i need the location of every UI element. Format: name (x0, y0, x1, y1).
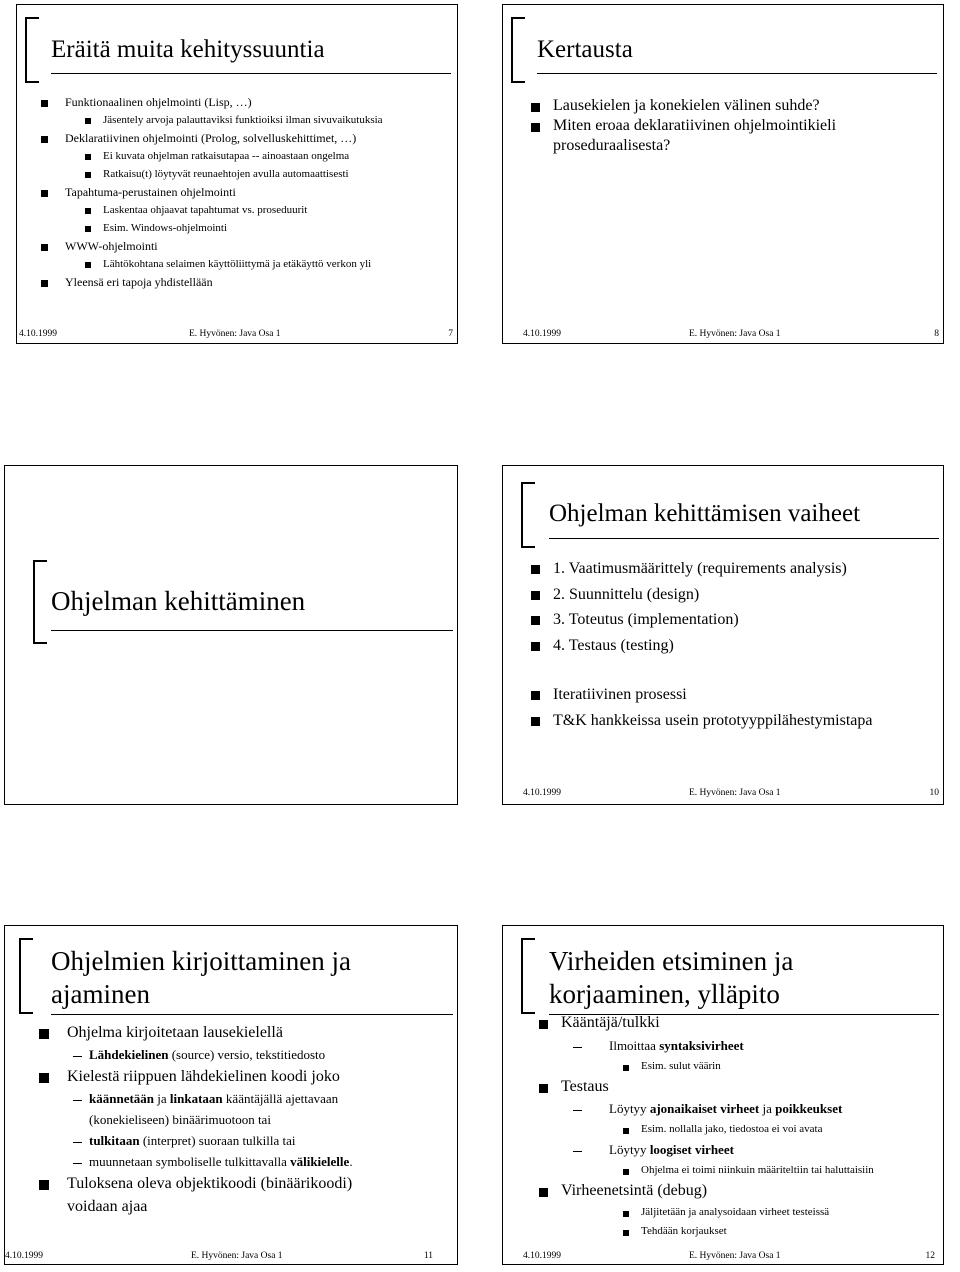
text-run: kääntäjällä ajettavaan (222, 1091, 339, 1106)
slide-7 (16, 4, 458, 344)
list-item (39, 1151, 453, 1172)
square-bullet-icon (531, 565, 540, 574)
list-item (539, 1222, 939, 1241)
title-bracket (511, 17, 525, 83)
list-item (39, 1088, 453, 1109)
square-bullet-icon (531, 616, 540, 625)
text-run: Virheenetsintä (debug) (561, 1182, 708, 1199)
list-item (39, 1172, 453, 1195)
text-run: Tehdään korjaukset (641, 1224, 727, 1237)
bold-term: syntaksivirheet (659, 1037, 744, 1053)
item-text: Iteratiivinen prosessi (553, 686, 687, 703)
list-item (531, 708, 941, 734)
text-run: Esim. sulut väärin (641, 1059, 721, 1072)
text-run: Ohjelma kirjoitetaan lausekielellä (67, 1024, 283, 1041)
slide-title: Eräitä muita kehityssuuntia (51, 36, 325, 63)
slide-body (531, 556, 941, 733)
title-rule (51, 1014, 453, 1015)
list-item (531, 96, 941, 116)
square-bullet-icon (531, 691, 540, 700)
footer-author: E. Hyvönen: Java Osa 1 (191, 1251, 283, 1261)
list-item (531, 116, 941, 136)
square-bullet-icon (41, 190, 48, 197)
dash-bullet-icon (73, 1163, 82, 1164)
square-bullet-icon (623, 1230, 629, 1236)
footer-date: 4.10.1999 (5, 1251, 43, 1261)
title-rule (549, 538, 939, 539)
dash-bullet-icon (73, 1142, 82, 1143)
footer-date: 4.10.1999 (523, 1251, 561, 1261)
list-item (41, 147, 451, 165)
square-bullet-icon (85, 172, 91, 178)
list-item (39, 1109, 453, 1130)
slide-title: Ohjelman kehittämisen vaiheet (549, 500, 861, 527)
list-item (539, 1161, 939, 1180)
title-bracket (33, 560, 47, 644)
list-item (41, 219, 451, 237)
bold-term: Lähdekielinen (89, 1047, 169, 1062)
item-text: 1. Vaatimusmäärittely (requirements analysis) (553, 560, 847, 577)
text-run: Kielestä riippuen lähdekielinen koodi joko (67, 1068, 340, 1085)
text-run: ja (759, 1101, 776, 1116)
text-run: voidaan ajaa (67, 1198, 148, 1215)
page-number: 12 (925, 1251, 935, 1261)
item-text: Tapahtuma-perustainen ohjelmointi (65, 185, 236, 199)
slide-title-line-1: Ohjelmien kirjoittaminen ja (51, 946, 351, 976)
dash-bullet-icon (573, 1110, 582, 1111)
text-run: muunnetaan symboliselle tulkittavalla (89, 1154, 291, 1169)
page-number: 7 (448, 329, 453, 339)
footer-date: 4.10.1999 (523, 788, 561, 798)
title-rule (537, 73, 937, 74)
list-item (41, 111, 451, 129)
slide-title-line-2: ajaminen (51, 979, 150, 1009)
text-run: Tuloksena oleva objektikoodi (binäärikoodi) (67, 1175, 353, 1192)
list-item (539, 1076, 939, 1099)
list-item (539, 1098, 939, 1120)
square-bullet-icon (41, 280, 48, 287)
list-item (539, 1012, 939, 1035)
list-item (41, 93, 451, 111)
list-item (39, 1021, 453, 1044)
text-run: Löytyy (609, 1101, 650, 1116)
square-bullet-icon (85, 118, 91, 124)
dash-bullet-icon (573, 1151, 582, 1152)
footer-date: 4.10.1999 (523, 329, 561, 339)
bold-term: tulkitaan (89, 1133, 140, 1148)
list-item (539, 1035, 939, 1057)
square-bullet-icon (623, 1169, 629, 1175)
list-item (531, 136, 941, 156)
footer-author: E. Hyvönen: Java Osa 1 (189, 329, 281, 339)
text-run: (interpret) suoraan tulkilla tai (139, 1133, 296, 1148)
title-rule (51, 73, 451, 74)
slide-title: Ohjelman kehittäminen (51, 586, 306, 616)
dash-bullet-icon (573, 1047, 582, 1048)
list-item (39, 1044, 453, 1065)
text-run: ja (154, 1091, 170, 1106)
text-run: Ohjelma ei toimi niinkuin määriteltiin tai haluttaisiin (641, 1164, 874, 1176)
list-item (39, 1065, 453, 1088)
item-text: Yleensä eri tapoja yhdistellään (65, 275, 213, 289)
square-bullet-icon (539, 1084, 548, 1093)
square-bullet-icon (39, 1180, 49, 1190)
bold-term: käännetään (89, 1091, 155, 1106)
bold-term: loogiset virheet (649, 1142, 734, 1157)
title-bracket (521, 482, 535, 548)
slide-title-line-2: korjaaminen, ylläpito (549, 979, 780, 1009)
text-run: Jäljitetään ja analysoidaan virheet testeissä (641, 1205, 830, 1218)
list-item (531, 607, 941, 633)
footer-author: E. Hyvönen: Java Osa 1 (689, 788, 781, 798)
item-text: Laskentaa ohjaavat tapahtumat vs. proseduurit (103, 204, 308, 216)
item-text: Miten eroaa deklaratiivinen ohjelmointikieli (553, 117, 837, 134)
bold-term: ajonaikaiset virheet (649, 1101, 760, 1116)
list-item (539, 1203, 939, 1222)
title-bracket (521, 938, 535, 1014)
dash-bullet-icon (73, 1056, 82, 1057)
list-item (41, 129, 451, 147)
slide-body (39, 1021, 453, 1218)
square-bullet-icon (41, 100, 48, 107)
text-run: (source) versio, tekstitiedosto (168, 1047, 326, 1062)
list-item (539, 1057, 939, 1076)
list-item (41, 255, 451, 273)
page-number: 8 (934, 329, 939, 339)
list-item (41, 183, 451, 201)
list-item (539, 1180, 939, 1203)
item-text: Lausekielen ja konekielen välinen suhde? (553, 97, 820, 114)
square-bullet-icon (539, 1020, 548, 1029)
square-bullet-icon (39, 1029, 49, 1039)
square-bullet-icon (39, 1073, 49, 1083)
square-bullet-icon (531, 642, 540, 651)
bold-term: poikkeukset (775, 1101, 843, 1116)
square-bullet-icon (539, 1188, 548, 1197)
dash-bullet-icon (73, 1100, 82, 1101)
item-text: 3. Toteutus (implementation) (553, 611, 739, 628)
text-run: . (349, 1154, 353, 1169)
slide-12 (502, 925, 944, 1265)
list-item (531, 682, 941, 708)
square-bullet-icon (623, 1211, 629, 1217)
bold-term: linkataan (169, 1091, 223, 1106)
list-item (41, 273, 451, 291)
square-bullet-icon (623, 1128, 629, 1134)
square-bullet-icon (85, 208, 91, 214)
text-run: Kääntäjä/tulkki (561, 1014, 660, 1031)
list-item (41, 201, 451, 219)
text-run: Löytyy (609, 1142, 650, 1157)
list-item (531, 633, 941, 659)
square-bullet-icon (623, 1065, 629, 1071)
list-item (539, 1139, 939, 1161)
square-bullet-icon (531, 717, 540, 726)
footer-author: E. Hyvönen: Java Osa 1 (689, 329, 781, 339)
item-text: T&K hankkeissa usein prototyyppilähestymistapa (553, 711, 873, 729)
slide-title-line-1: Virheiden etsiminen ja (549, 946, 794, 976)
footer-date: 4.10.1999 (19, 329, 57, 339)
square-bullet-icon (531, 591, 540, 600)
list-item (39, 1195, 453, 1218)
item-text: WWW-ohjelmointi (65, 239, 158, 253)
slide-8 (502, 4, 944, 344)
text-run: Esim. nollalla jako, tiedostoa ei voi avata (641, 1123, 823, 1135)
item-text: Esim. Windows-ohjelmointi (103, 222, 228, 234)
square-bullet-icon (531, 123, 540, 132)
text-run: (konekieliseen) binäärimuotoon tai (89, 1112, 271, 1127)
title-bracket (25, 17, 39, 83)
slide-10 (502, 465, 944, 805)
list-item (539, 1120, 939, 1139)
item-text: Deklaratiivinen ohjelmointi (Prolog, solvelluskehittimet, …) (65, 131, 357, 145)
item-text: Ei kuvata ohjelman ratkaisutapaa -- ainoastaan ongelma (103, 150, 350, 162)
square-bullet-icon (41, 136, 48, 143)
slide-body (539, 1012, 939, 1241)
list-item (531, 582, 941, 608)
title-rule (51, 630, 453, 631)
square-bullet-icon (531, 103, 540, 112)
footer-author: E. Hyvönen: Java Osa 1 (689, 1251, 781, 1261)
slide-title: Kertausta (537, 36, 633, 63)
item-text: 4. Testaus (testing) (553, 636, 674, 654)
title-bracket (19, 938, 33, 1014)
item-text: 2. Suunnittelu (design) (553, 585, 700, 603)
list-item (39, 1130, 453, 1151)
list-item (531, 556, 941, 582)
bold-term: välikielelle (290, 1154, 350, 1169)
item-text: Ratkaisu(t) löytyvät reunaehtojen avulla automaattisesti (103, 168, 349, 180)
item-text: Jäsentely arvoja palauttaviksi funktioiksi ilman sivuvaikutuksia (103, 114, 383, 126)
slide-body (531, 96, 941, 156)
slide-9 (4, 465, 458, 805)
square-bullet-icon (85, 154, 91, 160)
square-bullet-icon (85, 262, 91, 268)
page-number: 10 (929, 788, 939, 798)
item-text: proseduraalisesta? (553, 137, 671, 154)
list-item (41, 165, 451, 183)
list-item (41, 237, 451, 255)
square-bullet-icon (85, 226, 91, 232)
slide-body (41, 93, 451, 291)
slide-11 (4, 925, 458, 1265)
square-bullet-icon (41, 244, 48, 251)
item-text: Funktionaalinen ohjelmointi (Lisp, …) (65, 95, 252, 109)
item-text: Lähtökohtana selaimen käyttöliittymä ja etäkäyttö verkon yli (103, 258, 372, 270)
page-number: 11 (423, 1251, 433, 1261)
text-run: Ilmoittaa (609, 1037, 660, 1053)
text-run: Testaus (561, 1077, 609, 1095)
